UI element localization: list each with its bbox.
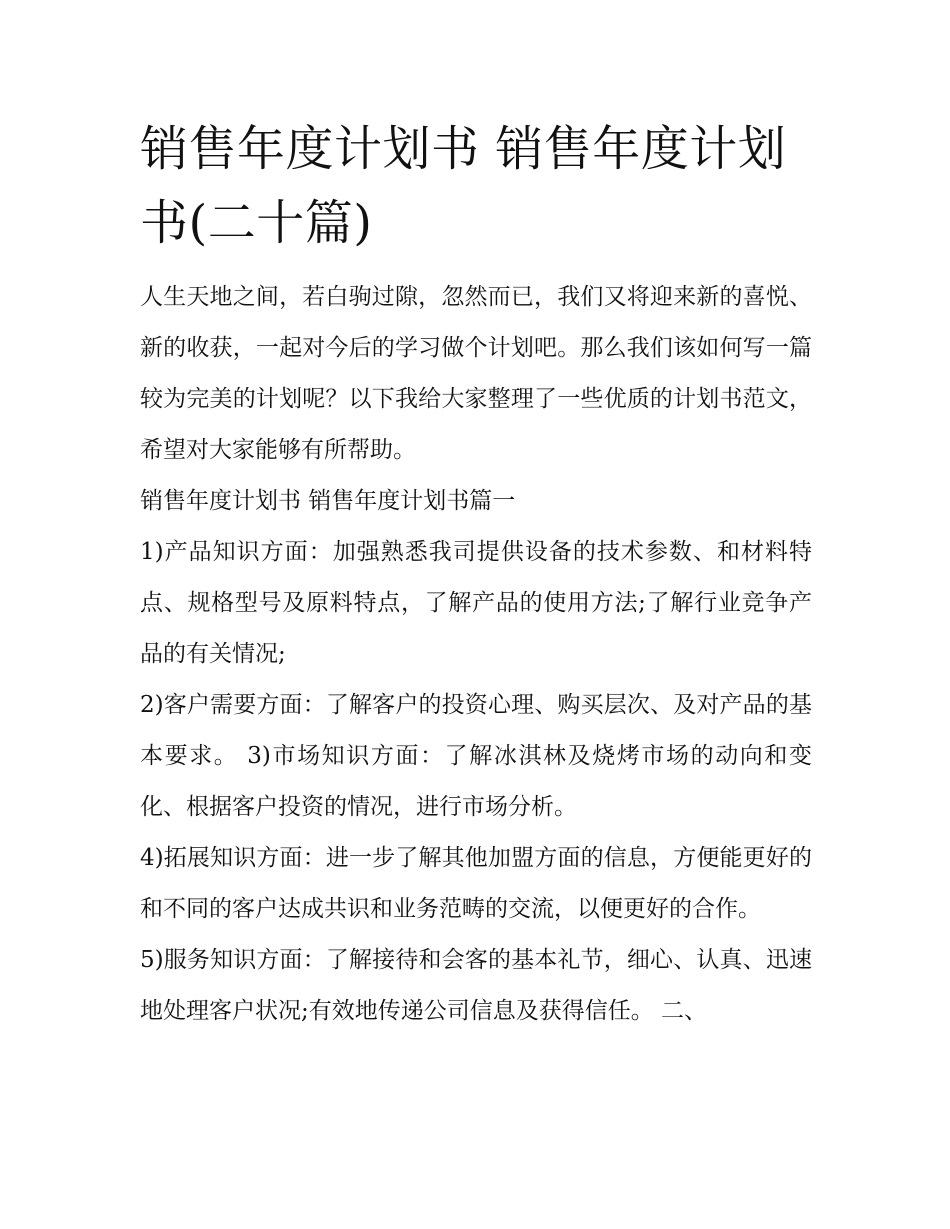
- document-title: 销售年度计划书 销售年度计划书(二十篇): [140, 121, 787, 251]
- document-body: [140, 272, 812, 1037]
- expansion-knowledge-paragraph: 4)拓展知识方面：进一步了解其他加盟方面的信息，方便能更好的和不同的客户达成共识和业务范畴的交流，以便更好的合作。: [140, 845, 812, 922]
- product-knowledge-paragraph: 1)产品知识方面：加强熟悉我司提供设备的技术参数、和材料特点、规格型号及原料特点，了解产品的使用方法;了解行业竞争产品的有关情况;: [140, 539, 812, 667]
- document-page: [140, 112, 812, 1037]
- intro-paragraph: 人生天地之间，若白驹过隙，忽然而已，我们又将迎来新的喜悦、新的收获，一起对今后的学习做个计划吧。那么我们该如何写一篇较为完美的计划呢？以下我给大家整理了一些优质的计划书范文，希望对大家能够有所帮助。: [140, 284, 812, 463]
- customer-needs-paragraph: 2)客户需要方面：了解客户的投资心理、购买层次、及对产品的基本要求。 3)市场知识方面：了解冰淇林及烧烤市场的动向和变化、根据客户投资的情况，进行市场分析。: [140, 692, 812, 820]
- section-heading: 销售年度计划书 销售年度计划书篇一: [140, 488, 516, 514]
- service-knowledge-paragraph: 5)服务知识方面：了解接待和会客的基本礼节，细心、认真、迅速地处理客户状况;有效地传递公司信息及获得信任。 二、: [140, 947, 812, 1024]
